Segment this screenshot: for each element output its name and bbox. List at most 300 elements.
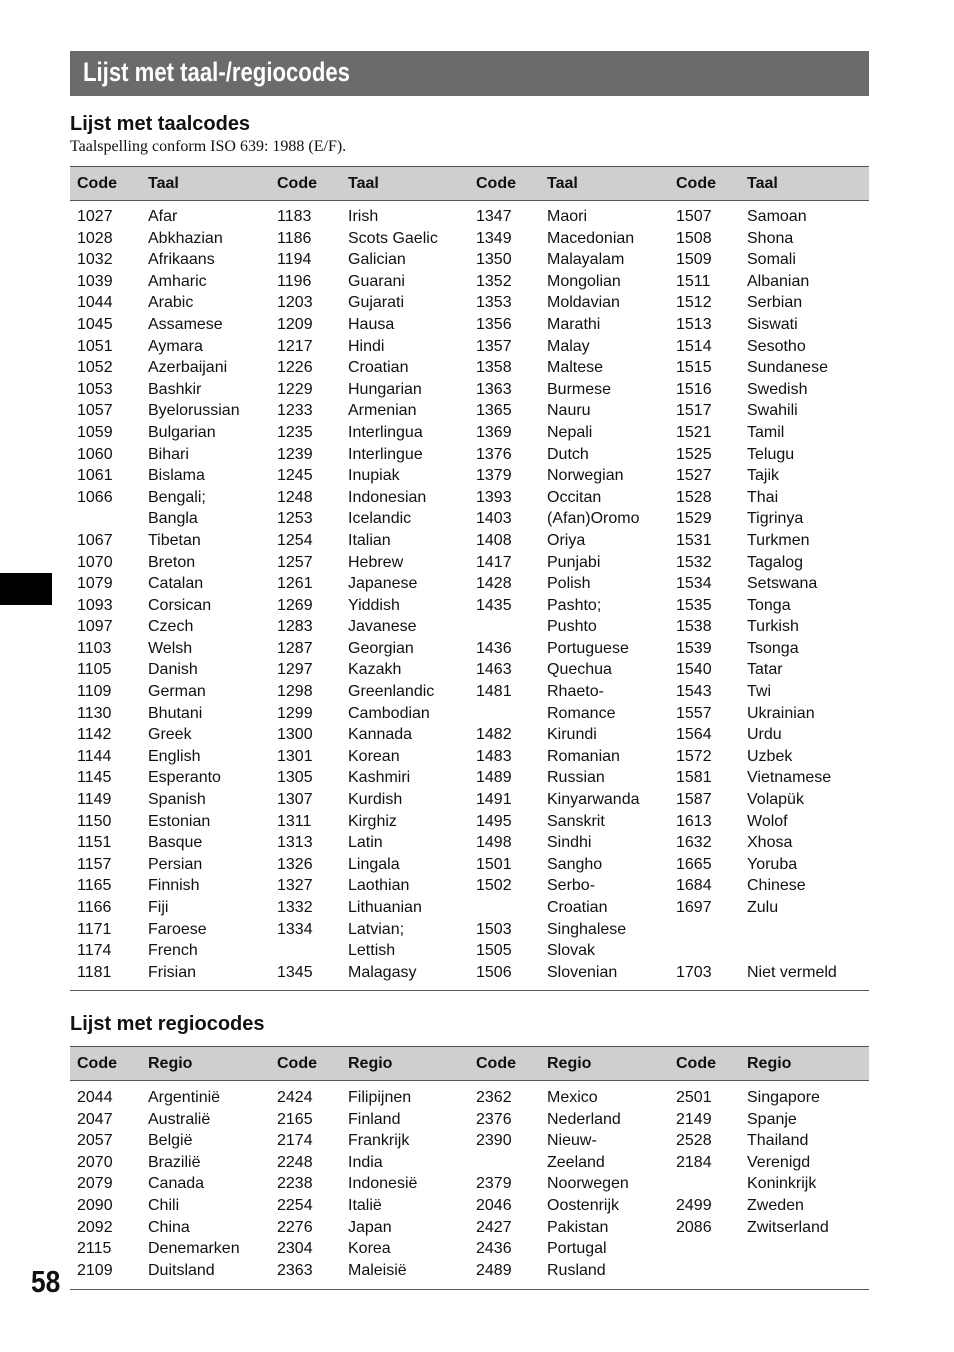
name-cell: Korea [348,1240,391,1258]
name-cell: Norwegian [547,467,624,485]
name-cell: Italië [348,1196,382,1214]
code-cell: 2109 [77,1261,113,1279]
name-cell: Hausa [348,315,395,333]
name-cell: Kannada [348,726,413,744]
code-cell: 1061 [77,467,113,485]
name-cell: English [148,747,201,765]
code-cell: 1529 [676,510,712,528]
name-cell: Turkish [747,618,799,636]
name-cell: Basque [148,834,203,852]
code-cell: 1532 [676,553,712,571]
code-cell: 1512 [676,294,712,312]
name-cell: Zwitserland [747,1218,829,1236]
name-cell: Tagalog [747,553,804,571]
name-cell: Rhaeto- [547,683,604,701]
code-cell: 1428 [476,575,512,593]
name-cell: Breton [148,553,196,571]
code-cell: 2184 [676,1153,712,1171]
code-cell: 1503 [476,920,512,938]
code-cell: 2363 [277,1261,313,1279]
name-cell: Hungarian [348,380,422,398]
name-cell: Japan [348,1218,392,1236]
name-cell: Tigrinya [747,510,804,528]
name-cell: Tajik [747,467,780,485]
code-cell: 1525 [676,445,712,463]
header-code: Code [676,1055,716,1072]
name-cell: Galician [348,251,406,269]
code-cell: 1501 [476,855,512,873]
name-cell: Urdu [747,726,782,744]
name-cell: Catalan [148,575,204,593]
code-cell: 1239 [277,445,313,463]
code-cell: 1483 [476,747,512,765]
code-cell: 1334 [277,920,313,938]
name-cell: Yiddish [348,596,400,614]
name-cell: Afar [148,208,178,225]
code-cell: 1171 [77,920,112,938]
name-cell: Aymara [148,337,203,355]
name-cell: Burmese [547,380,612,398]
code-cell: 1517 [676,402,712,420]
code-cell: 1543 [676,683,712,701]
code-cell: 2115 [77,1240,112,1258]
code-cell: 1287 [277,639,313,657]
name-cell: Sundanese [747,359,828,377]
name-cell: Chinese [747,877,806,895]
name-cell: België [148,1132,193,1150]
name-cell: Gujarati [348,294,405,312]
code-cell: 2528 [676,1132,712,1150]
code-cell: 1347 [476,208,512,225]
code-cell: 1332 [277,899,313,916]
code-cell: 2086 [676,1218,712,1236]
code-cell: 1097 [77,618,113,636]
code-cell: 1507 [676,208,712,225]
code-cell: 1254 [277,531,313,549]
code-cell: 1145 [77,769,112,787]
name-cell: Australië [148,1110,211,1128]
header-language: Taal [148,175,179,192]
code-cell: 1564 [676,726,712,744]
code-cell: 1245 [277,467,313,485]
code-cell: 1408 [476,531,512,549]
name-cell: Latvian; [348,920,405,938]
code-cell: 2276 [277,1218,313,1236]
name-cell: Hindi [348,337,385,355]
code-cell: 1297 [277,661,313,679]
name-cell: Xhosa [747,834,793,852]
name-cell: Maltese [547,359,604,377]
name-cell: Malayalam [547,251,625,269]
name-cell: Albanian [747,272,810,290]
code-cell: 1305 [277,769,313,787]
name-cell: Wolof [747,812,788,830]
name-cell: Pushto [547,618,597,636]
name-cell: Canada [148,1175,205,1193]
code-cell: 1531 [676,531,712,549]
code-cell: 1144 [77,747,112,765]
code-cell: 1495 [476,812,512,830]
code-cell: 2079 [77,1175,113,1193]
code-cell: 1581 [676,769,712,787]
code-cell: 1538 [676,618,712,636]
name-cell: Assamese [148,315,223,333]
header-code: Code [476,175,516,192]
code-cell: 1534 [676,575,712,593]
name-cell: Mongolian [547,272,621,290]
name-cell: Irish [348,208,379,225]
code-cell: 1142 [77,726,112,744]
code-cell: 1684 [676,877,712,895]
code-cell: 1511 [676,272,711,290]
name-cell: Sanskrit [547,812,605,830]
name-cell: Javanese [348,618,417,636]
name-cell: Mexico [547,1089,598,1106]
name-cell: Arabic [148,294,194,312]
code-cell: 1105 [77,661,112,679]
code-cell: 1194 [277,251,312,269]
code-cell: 1506 [476,963,512,981]
name-cell: Bihari [148,445,189,463]
code-cell: 1130 [77,704,112,722]
name-cell: Occitan [547,488,602,506]
code-cell: 2436 [476,1240,512,1258]
header-code: Code [77,175,117,192]
header-code: Code [77,1055,117,1072]
name-cell: Afrikaans [148,251,215,269]
name-cell: Maleisië [348,1261,407,1279]
code-cell: 1417 [476,553,512,571]
name-cell: Swedish [747,380,808,398]
name-cell: Korean [348,747,400,765]
code-cell: 1508 [676,229,712,247]
name-cell: Zweden [747,1196,804,1214]
code-cell: 1516 [676,380,712,398]
code-cell: 1313 [277,834,313,852]
name-cell: Chili [148,1196,180,1214]
name-cell: Amharic [148,272,207,290]
code-cell: 1587 [676,791,712,809]
name-cell: Byelorussian [148,402,240,420]
name-cell: Kashmiri [348,769,411,787]
language-section-heading: Lijst met taalcodes [70,113,251,135]
name-cell: Dutch [547,445,589,463]
code-cell: 1481 [476,683,512,701]
code-cell: 2362 [476,1089,512,1106]
name-cell: Tamil [747,423,785,441]
region-table-header [70,1046,869,1081]
code-cell: 2165 [277,1110,313,1128]
name-cell: Koninkrijk [747,1175,817,1193]
name-cell: Bhutani [148,704,203,722]
code-cell: 1311 [277,812,312,830]
page-number: 58 [31,1264,61,1299]
name-cell: Georgian [348,639,414,657]
code-cell: 1463 [476,661,512,679]
name-cell: Croatian [348,359,409,377]
code-cell: 1502 [476,877,512,895]
name-cell: Uzbek [747,747,793,765]
name-cell: Punjabi [547,553,601,571]
code-cell: 1027 [77,208,113,225]
code-cell: 1044 [77,294,113,312]
code-cell: 2149 [676,1110,712,1128]
code-cell: 2044 [77,1089,113,1106]
code-cell: 1515 [676,359,712,377]
code-cell: 1052 [77,359,113,377]
name-cell: Latin [348,834,383,852]
name-cell: Hebrew [348,553,404,571]
name-cell: Croatian [547,899,608,916]
name-cell: Nauru [547,402,591,420]
code-cell: 2424 [277,1089,313,1106]
code-cell: 1248 [277,488,313,506]
code-cell: 1307 [277,791,313,809]
name-cell: Portugal [547,1240,607,1258]
name-cell: Icelandic [348,510,412,528]
code-cell: 1376 [476,445,512,463]
name-cell: Twi [747,683,771,701]
name-cell: Corsican [148,596,212,614]
name-cell: Finland [348,1110,401,1128]
name-cell: Zulu [747,899,779,916]
code-cell: 1186 [277,229,312,247]
code-cell: 1379 [476,467,512,485]
header-language: Taal [547,175,578,192]
code-cell: 1572 [676,747,712,765]
name-cell: Danish [148,661,198,679]
code-cell: 1301 [277,747,313,765]
name-cell: Singapore [747,1089,820,1106]
name-cell: Sangho [547,855,603,873]
code-cell: 1183 [277,208,312,225]
name-cell: Romanian [547,747,620,765]
header-region: Regio [747,1055,792,1072]
code-cell: 1632 [676,834,712,852]
code-cell: 1369 [476,423,512,441]
name-cell: Tibetan [148,531,201,549]
code-cell: 1613 [676,812,712,830]
name-cell: Abkhazian [148,229,223,247]
name-cell: Denemarken [148,1240,240,1258]
name-cell: Spanje [747,1110,797,1128]
code-cell: 2070 [77,1153,113,1171]
code-cell: 1498 [476,834,512,852]
code-cell: 1257 [277,553,313,571]
name-cell: Bulgarian [148,423,216,441]
name-cell: Serbian [747,294,803,312]
name-cell: Bislama [148,467,205,485]
code-cell: 1528 [676,488,712,506]
code-cell: 1393 [476,488,512,506]
name-cell: Slovenian [547,963,618,981]
header-code: Code [676,175,716,192]
code-cell: 1217 [277,337,313,355]
name-cell: Noorwegen [547,1175,629,1193]
code-cell: 2489 [476,1261,512,1279]
name-cell: Malay [547,337,590,355]
code-cell: 2248 [277,1153,313,1171]
code-cell: 1051 [77,337,113,355]
code-cell: 2304 [277,1240,313,1258]
code-cell: 1103 [77,639,112,657]
name-cell: Maori [547,208,588,225]
name-cell: Kirundi [547,726,597,744]
code-cell: 1235 [277,423,313,441]
name-cell: Brazilië [148,1153,201,1171]
name-cell: Rusland [547,1261,606,1279]
code-cell: 1045 [77,315,113,333]
code-cell: 1028 [77,229,113,247]
code-cell: 1436 [476,639,512,657]
code-cell: 2379 [476,1175,512,1193]
name-cell: Argentinië [148,1089,221,1106]
code-cell: 1039 [77,272,113,290]
code-cell: 1540 [676,661,712,679]
code-cell: 1079 [77,575,113,593]
header-region: Regio [348,1055,393,1072]
code-cell: 1356 [476,315,512,333]
name-cell: Nederland [547,1110,621,1128]
code-cell: 1209 [277,315,313,333]
code-cell: 1299 [277,704,313,722]
language-code-table [70,166,869,991]
code-cell: 2499 [676,1196,712,1214]
name-cell: Sindhi [547,834,592,852]
code-cell: 1665 [676,855,712,873]
code-cell: 2046 [476,1196,512,1214]
name-cell: Samoan [747,208,807,225]
header-region: Regio [547,1055,592,1072]
name-cell: Cambodian [348,704,430,722]
name-cell: Welsh [148,639,193,657]
code-cell: 1327 [277,877,313,895]
code-cell: 1489 [476,769,512,787]
code-cell: 1032 [77,251,113,269]
code-cell: 2047 [77,1110,113,1128]
name-cell: Oostenrijk [547,1196,620,1214]
name-cell: Lithuanian [348,899,422,916]
code-cell: 1403 [476,510,512,528]
name-cell: Tonga [747,596,791,614]
name-cell: Kinyarwanda [547,791,640,809]
code-cell: 1505 [476,942,512,960]
code-cell: 1229 [277,380,313,398]
name-cell: Portuguese [547,639,629,657]
name-cell: Bengali; [148,488,206,506]
name-cell: Indonesian [348,488,427,506]
code-cell: 1149 [77,791,112,809]
name-cell: Kirghiz [348,812,397,830]
name-cell: Serbo- [547,877,596,895]
code-cell: 1352 [476,272,512,290]
name-cell: Niet vermeld [747,963,837,981]
code-cell: 2501 [676,1089,712,1106]
code-cell: 1482 [476,726,512,744]
header-region: Regio [148,1055,193,1072]
code-cell: 1269 [277,596,313,614]
name-cell: Estonian [148,812,211,830]
name-cell: Thailand [747,1132,809,1150]
name-cell: Yoruba [747,855,798,873]
name-cell: Spanish [148,791,206,809]
name-cell: Moldavian [547,294,620,312]
header-code: Code [277,1055,317,1072]
code-cell: 2427 [476,1218,512,1236]
code-cell: 1261 [277,575,313,593]
name-cell: Lettish [348,942,396,960]
code-cell: 1326 [277,855,313,873]
code-cell: 1357 [476,337,512,355]
name-cell: Macedonian [547,229,635,247]
code-cell: 1166 [77,899,112,916]
name-cell: Kurdish [348,791,403,809]
code-cell: 1703 [676,963,712,981]
name-cell: Fiji [148,899,169,916]
code-cell: 1067 [77,531,113,549]
code-cell: 1509 [676,251,712,269]
name-cell: Pashto; [547,596,602,614]
name-cell: Greenlandic [348,683,435,701]
code-cell: 1527 [676,467,712,485]
code-cell: 2390 [476,1132,512,1150]
name-cell: Tatar [747,661,783,679]
name-cell: Swahili [747,402,798,420]
name-cell: Inupiak [348,467,400,485]
name-cell: Nepali [547,423,593,441]
name-cell: Marathi [547,315,601,333]
name-cell: Setswana [747,575,818,593]
name-cell: Interlingue [348,445,423,463]
code-cell: 1521 [676,423,712,441]
name-cell: Finnish [148,877,200,895]
name-cell: Azerbaijani [148,359,228,377]
name-cell: Duitsland [148,1261,215,1279]
name-cell: Faroese [148,920,207,938]
code-cell: 1181 [77,963,112,981]
name-cell: Quechua [547,661,612,679]
region-section-heading: Lijst met regiocodes [70,1013,265,1035]
name-cell: Lingala [348,855,400,873]
code-cell: 2376 [476,1110,512,1128]
name-cell: Laothian [348,877,410,895]
name-cell: Telugu [747,445,795,463]
name-cell: Interlingua [348,423,423,441]
name-cell: (Afan)Oromo [547,510,640,528]
name-cell: Romance [547,704,616,722]
name-cell: German [148,683,206,701]
code-cell: 1059 [77,423,113,441]
code-cell: 1060 [77,445,113,463]
name-cell: Nieuw- [547,1132,597,1150]
code-cell: 1350 [476,251,512,269]
code-cell: 1349 [476,229,512,247]
code-cell: 1053 [77,380,113,398]
name-cell: Tsonga [747,639,799,657]
name-cell: Kazakh [348,661,402,679]
page-title-bar [70,51,869,96]
name-cell: Malagasy [348,963,417,981]
code-cell: 2090 [77,1196,113,1214]
code-cell: 1514 [676,337,712,355]
name-cell: Guarani [348,272,405,290]
name-cell: Italian [348,531,391,549]
name-cell: Japanese [348,575,418,593]
code-cell: 1203 [277,294,313,312]
name-cell: Esperanto [148,769,221,787]
region-table-body [70,1081,869,1290]
name-cell: Turkmen [747,531,810,549]
